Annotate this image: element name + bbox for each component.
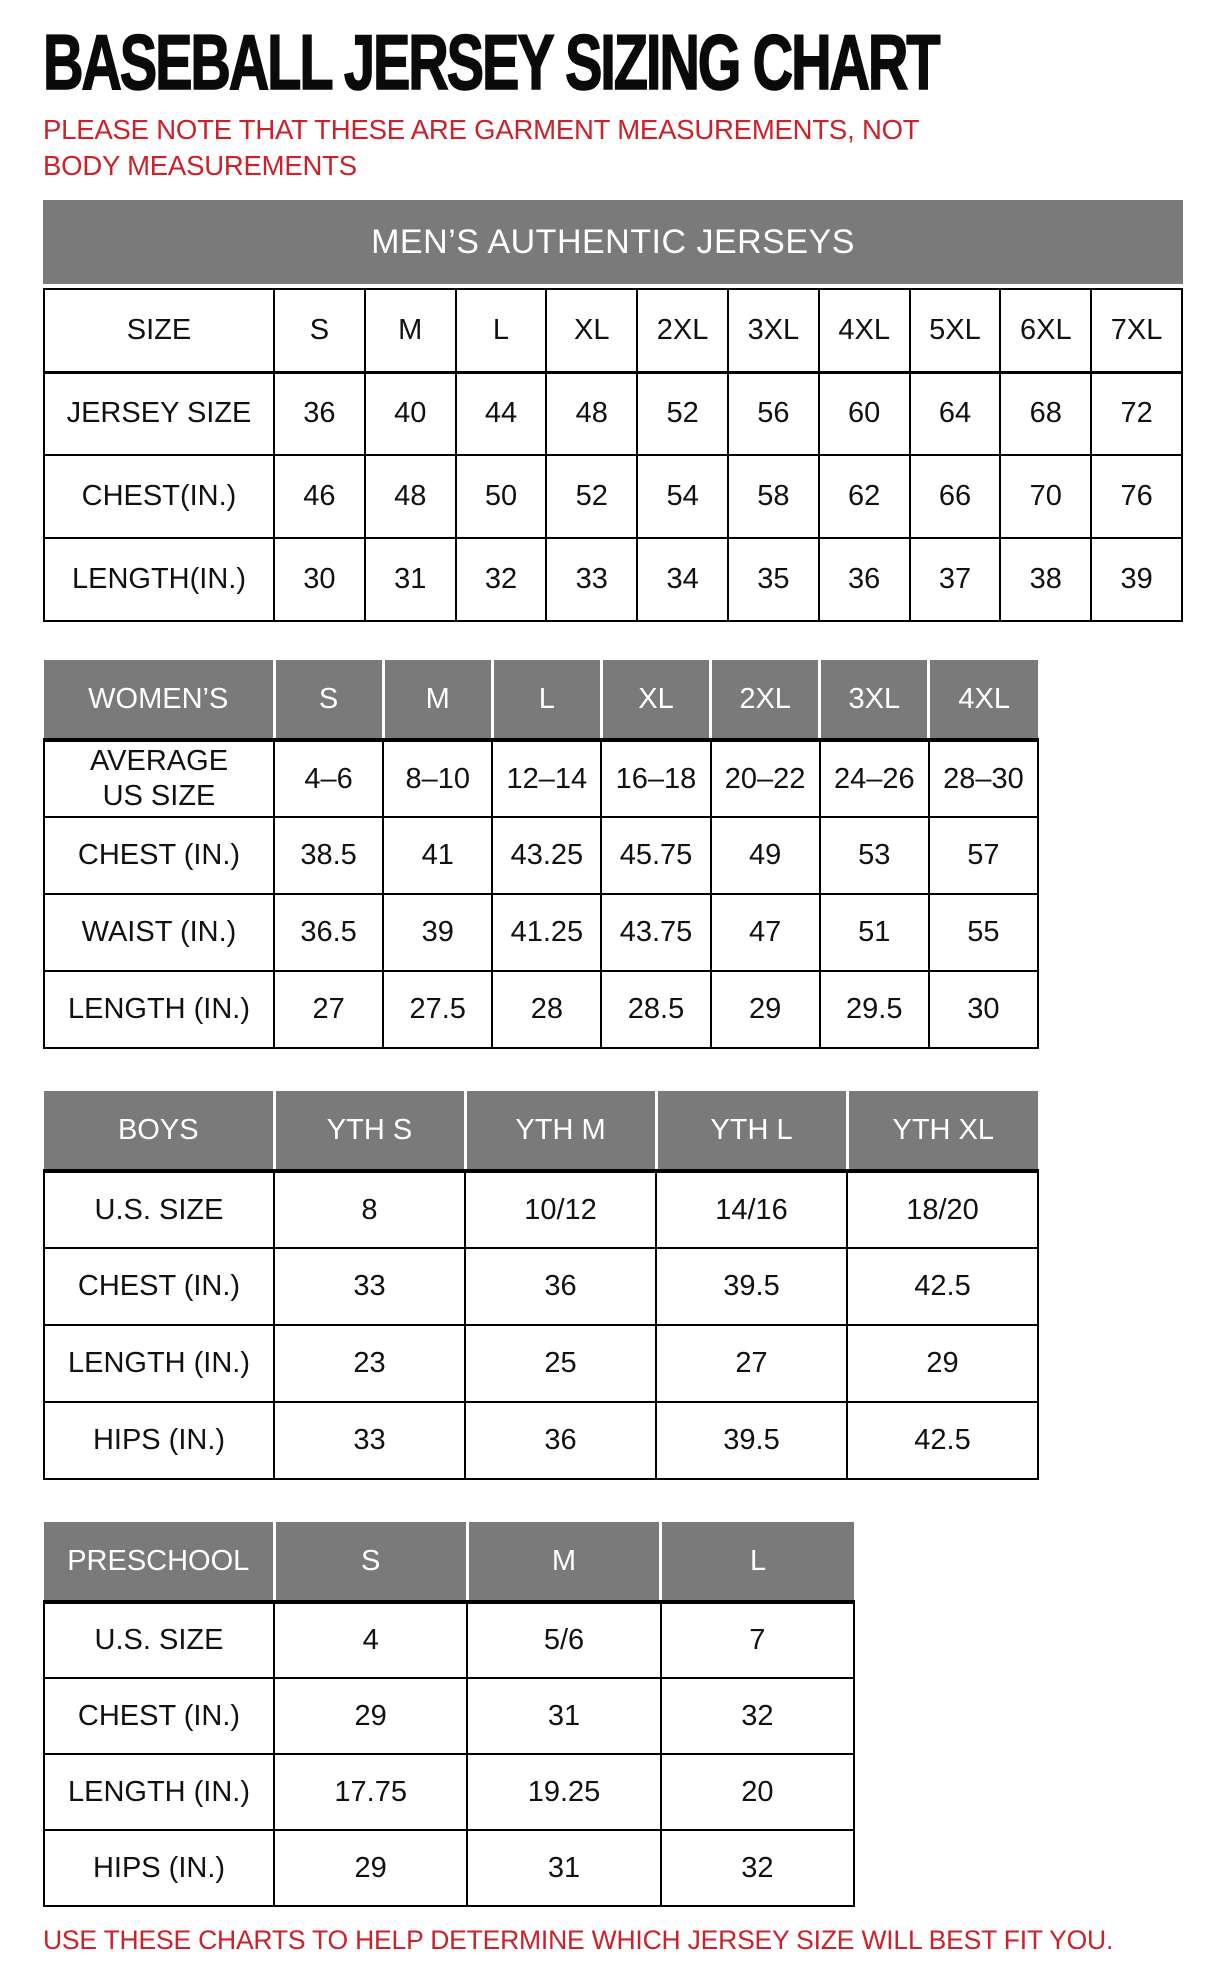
table-row (44, 289, 1182, 372)
size-value: 42.5 (847, 1248, 1038, 1325)
size-value: 58 (728, 455, 819, 538)
size-value: 32 (456, 538, 547, 621)
table-row (44, 894, 1038, 971)
size-value: 38.5 (274, 817, 383, 894)
table-row (44, 1402, 1038, 1479)
column-header: 5XL (910, 289, 1001, 372)
size-value: 39.5 (656, 1402, 847, 1479)
size-value: 30 (929, 971, 1038, 1048)
size-value: 62 (819, 455, 910, 538)
row-label: CHEST (IN.) (44, 817, 274, 894)
table-row (44, 1830, 854, 1906)
size-value: 66 (910, 455, 1001, 538)
table-row (44, 1754, 854, 1830)
size-value: 30 (274, 538, 365, 621)
size-value: 36 (274, 372, 365, 455)
size-value: 7 (661, 1602, 854, 1678)
size-value: 29.5 (820, 971, 929, 1048)
table-row (44, 740, 1038, 817)
size-value: 46 (274, 455, 365, 538)
column-header: M (365, 289, 456, 372)
column-header: 4XL (929, 660, 1038, 740)
column-header: S (274, 660, 383, 740)
size-value: 36 (465, 1402, 656, 1479)
size-value: 33 (274, 1248, 465, 1325)
mens-table-banner: MEN’S AUTHENTIC JERSEYS (43, 200, 1183, 284)
table-row (44, 1248, 1038, 1325)
size-value: 29 (847, 1325, 1038, 1402)
table-corner-header: WOMEN’S (44, 660, 274, 740)
size-value: 48 (546, 372, 637, 455)
mens-size-table (43, 288, 1183, 622)
size-value: 28.5 (601, 971, 710, 1048)
size-value: 23 (274, 1325, 465, 1402)
size-value: 27.5 (383, 971, 492, 1048)
size-value: 50 (456, 455, 547, 538)
size-value: 39 (383, 894, 492, 971)
column-header: XL (601, 660, 710, 740)
size-value: 16–18 (601, 740, 710, 817)
size-value: 14/16 (656, 1171, 847, 1248)
table-corner-header: PRESCHOOL (44, 1522, 274, 1602)
size-value: 39 (1091, 538, 1182, 621)
size-value: 36 (819, 538, 910, 621)
row-label: LENGTH(IN.) (44, 538, 274, 621)
row-label: LENGTH (IN.) (44, 971, 274, 1048)
row-label: LENGTH (IN.) (44, 1325, 274, 1402)
size-value: 29 (711, 971, 820, 1048)
row-label: HIPS (IN.) (44, 1402, 274, 1479)
footer-note: USE THESE CHARTS TO HELP DETERMINE WHICH JERSEY SIZE WILL BEST FIT YOU. (43, 1925, 1114, 1955)
table-header-row (44, 660, 1038, 740)
column-header: 2XL (637, 289, 728, 372)
table-row (44, 971, 1038, 1048)
boys-size-table (43, 1091, 1039, 1480)
size-value: 39.5 (656, 1248, 847, 1325)
size-value: 8 (274, 1171, 465, 1248)
column-header: 6XL (1000, 289, 1091, 372)
garment-measurements-note: PLEASE NOTE THAT THESE ARE GARMENT MEASUREMENTS, NOT BODY MEASUREMENTS (43, 114, 919, 181)
column-header: 3XL (728, 289, 819, 372)
row-label: U.S. SIZE (44, 1602, 274, 1678)
column-header: L (661, 1522, 854, 1602)
size-value: 31 (365, 538, 456, 621)
table-row (44, 1602, 854, 1678)
size-value: 57 (929, 817, 1038, 894)
row-label: CHEST (IN.) (44, 1248, 274, 1325)
size-value: 70 (1000, 455, 1091, 538)
row-label: AVERAGE US SIZE (44, 740, 274, 817)
table-row (44, 1171, 1038, 1248)
size-value: 54 (637, 455, 728, 538)
column-header: M (467, 1522, 660, 1602)
column-header: YTH XL (847, 1091, 1038, 1171)
table-row (44, 455, 1182, 538)
size-value: 40 (365, 372, 456, 455)
size-value: 19.25 (467, 1754, 660, 1830)
size-value: 42.5 (847, 1402, 1038, 1479)
column-header: YTH L (656, 1091, 847, 1171)
column-header: S (274, 289, 365, 372)
size-value: 72 (1091, 372, 1182, 455)
size-value: 41.25 (492, 894, 601, 971)
size-value: 32 (661, 1678, 854, 1754)
size-value: 33 (546, 538, 637, 621)
size-value: 10/12 (465, 1171, 656, 1248)
size-value: 53 (820, 817, 929, 894)
column-header: S (274, 1522, 467, 1602)
size-value: 49 (711, 817, 820, 894)
size-value: 55 (929, 894, 1038, 971)
size-value: 43.25 (492, 817, 601, 894)
size-value: 48 (365, 455, 456, 538)
table-row (44, 1678, 854, 1754)
size-value: 68 (1000, 372, 1091, 455)
size-value: 41 (383, 817, 492, 894)
row-label: U.S. SIZE (44, 1171, 274, 1248)
size-value: 28 (492, 971, 601, 1048)
size-value: 36 (465, 1248, 656, 1325)
size-value: 31 (467, 1830, 660, 1906)
size-value: 8–10 (383, 740, 492, 817)
size-value: 38 (1000, 538, 1091, 621)
size-value: 18/20 (847, 1171, 1038, 1248)
table-header-row (44, 1522, 854, 1602)
size-value: 25 (465, 1325, 656, 1402)
size-value: 29 (274, 1678, 467, 1754)
size-value: 60 (819, 372, 910, 455)
size-value: 34 (637, 538, 728, 621)
size-value: 27 (274, 971, 383, 1048)
row-label: WAIST (IN.) (44, 894, 274, 971)
size-value: 28–30 (929, 740, 1038, 817)
column-header: 4XL (819, 289, 910, 372)
size-value: 37 (910, 538, 1001, 621)
size-value: 32 (661, 1830, 854, 1906)
row-label: HIPS (IN.) (44, 1830, 274, 1906)
size-value: 29 (274, 1830, 467, 1906)
column-header: 2XL (711, 660, 820, 740)
size-value: 12–14 (492, 740, 601, 817)
column-header: YTH S (274, 1091, 465, 1171)
size-value: 47 (711, 894, 820, 971)
table-header-row (44, 1091, 1038, 1171)
preschool-size-table (43, 1522, 855, 1907)
row-label: CHEST (IN.) (44, 1678, 274, 1754)
column-header: YTH M (465, 1091, 656, 1171)
size-value: 51 (820, 894, 929, 971)
table-row (44, 372, 1182, 455)
row-label: CHEST(IN.) (44, 455, 274, 538)
size-value: 17.75 (274, 1754, 467, 1830)
size-value: 20 (661, 1754, 854, 1830)
column-header: 7XL (1091, 289, 1182, 372)
row-label: JERSEY SIZE (44, 372, 274, 455)
size-value: 33 (274, 1402, 465, 1479)
size-value: 5/6 (467, 1602, 660, 1678)
column-header: XL (546, 289, 637, 372)
table-row (44, 817, 1038, 894)
table-corner-header: BOYS (44, 1091, 274, 1171)
size-value: 56 (728, 372, 819, 455)
size-value: 24–26 (820, 740, 929, 817)
table-row (44, 1325, 1038, 1402)
womens-size-table (43, 660, 1039, 1049)
size-value: 44 (456, 372, 547, 455)
size-value: 4 (274, 1602, 467, 1678)
column-header: L (456, 289, 547, 372)
size-value: 52 (546, 455, 637, 538)
size-value: 43.75 (601, 894, 710, 971)
size-value: 20–22 (711, 740, 820, 817)
size-value: 45.75 (601, 817, 710, 894)
row-label: SIZE (44, 289, 274, 372)
table-row (44, 538, 1182, 621)
column-header: 3XL (820, 660, 929, 740)
size-value: 64 (910, 372, 1001, 455)
size-value: 35 (728, 538, 819, 621)
size-value: 76 (1091, 455, 1182, 538)
page-title: BASEBALL JERSEY SIZING CHART (43, 18, 939, 106)
size-value: 52 (637, 372, 728, 455)
column-header: M (383, 660, 492, 740)
size-value: 36.5 (274, 894, 383, 971)
row-label: LENGTH (IN.) (44, 1754, 274, 1830)
size-value: 27 (656, 1325, 847, 1402)
column-header: L (492, 660, 601, 740)
size-value: 4–6 (274, 740, 383, 817)
size-value: 31 (467, 1678, 660, 1754)
